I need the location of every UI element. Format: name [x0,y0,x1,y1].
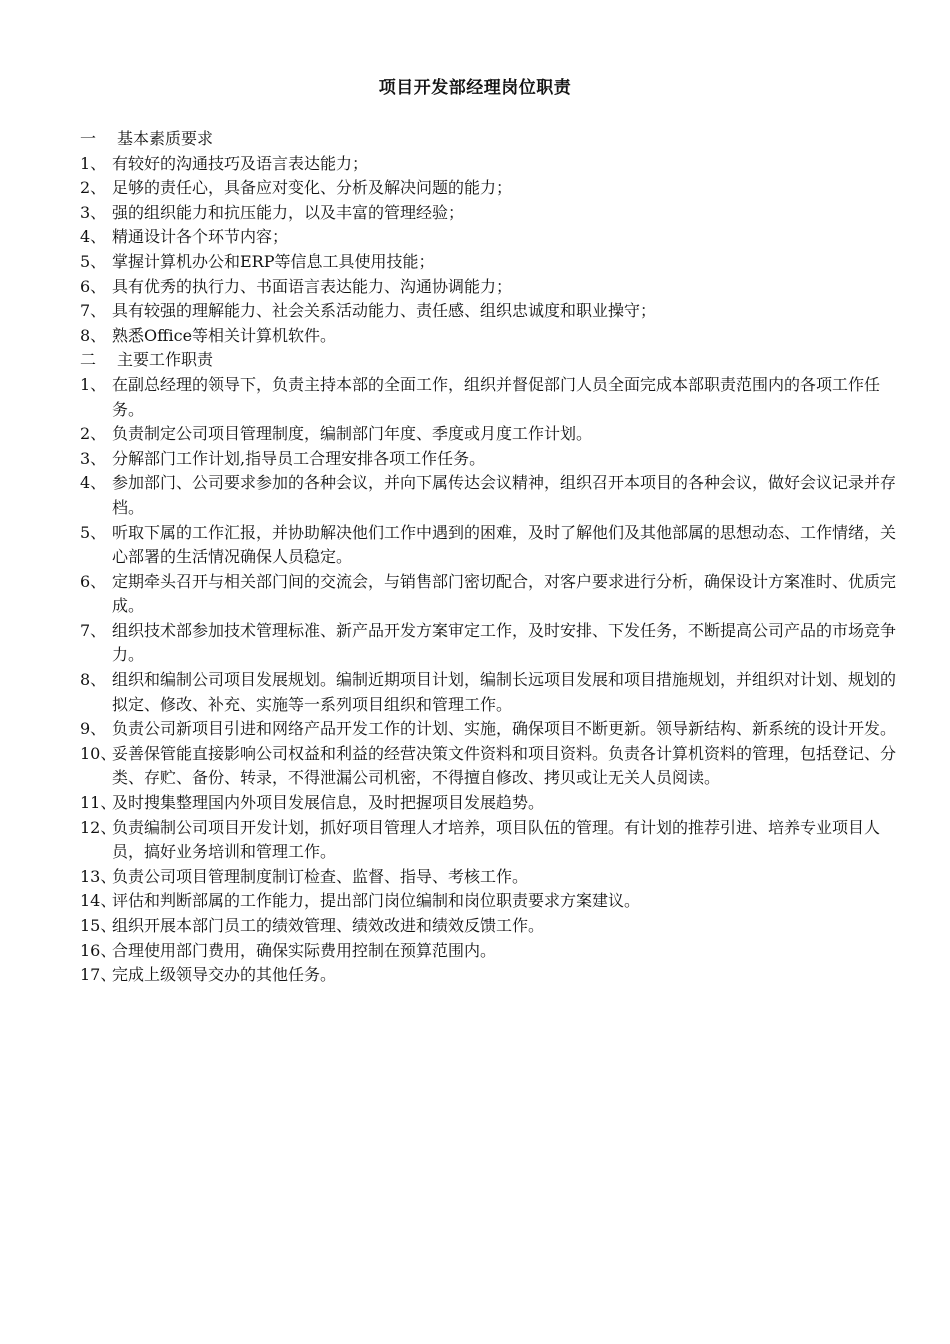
item-text: 具有优秀的执行力、书面语言表达能力、沟通协调能力； [112,276,513,296]
item-text: 组织技术部参加技术管理标准、新产品开发方案审定工作，及时安排、下发任务，不断提高公司产品的市场竞争力。 [112,620,897,665]
list-item [80,668,910,717]
item-text: 定期牵头召开与相关部门间的交流会，与销售部门密切配合，对客户要求进行分析，确保设计方案准时、优质完成。 [112,571,897,616]
item-text: 熟悉Office等相关计算机软件。 [112,325,337,345]
document-body [80,127,910,988]
section-number: 二 [80,350,97,370]
section-heading [80,127,910,152]
item-number: 11、 [80,793,117,813]
section-title: 主要工作职责 [117,350,214,370]
item-number: 16、 [80,940,117,960]
item-text: 在副总经理的领导下，负责主持本部的全面工作，组织并督促部门人员全面完成本部职责范围内的各项工作任务。 [112,374,881,419]
item-number: 1、 [80,153,107,173]
item-number: 5、 [80,522,107,542]
item-number: 2、 [80,178,107,198]
item-number: 7、 [80,301,107,321]
item-number: 6、 [80,276,107,296]
item-text: 负责制定公司项目管理制度，编制部门年度、季度或月度工作计划。 [112,424,593,444]
item-text: 完成上级领导交办的其他任务。 [112,965,337,985]
item-text: 掌握计算机办公和ERP等信息工具使用技能； [112,251,435,271]
list-item [80,791,910,816]
list-item [80,447,910,472]
item-text: 负责公司项目管理制度制订检查、监督、指导、考核工作。 [112,866,529,886]
item-text: 合理使用部门费用，确保实际费用控制在预算范围内。 [112,940,497,960]
item-number: 13、 [80,866,117,886]
list-item [80,324,910,349]
list-item [80,865,910,890]
document-title: 项目开发部经理岗位职责 [378,78,572,98]
list-item [80,422,910,447]
item-text: 妥善保管能直接影响公司权益和利益的经营决策文件资料和项目资料。负责各计算机资料的管理，包括登记、分类、存贮、备份、转录，不得泄漏公司机密，不得擅自修改、拷贝或让无关人员阅读。 [112,743,897,788]
list-item [80,914,910,939]
section-heading [80,348,910,373]
list-item [80,201,910,226]
item-text: 及时搜集整理国内外项目发展信息，及时把握项目发展趋势。 [112,793,545,813]
list-item [80,816,910,865]
section-number: 一 [80,129,97,148]
item-number: 8、 [80,325,107,345]
list-item [80,225,910,250]
item-text: 足够的责任心，具备应对变化、分析及解决问题的能力； [112,178,513,198]
list-item [80,717,910,742]
item-number: 15、 [80,916,117,935]
item-number: 6、 [80,571,107,591]
list-item [80,939,910,964]
list-item [80,742,910,791]
item-text: 精通设计各个环节内容； [112,227,289,247]
list-item [80,275,910,300]
list-item [80,250,910,275]
item-number: 3、 [80,202,107,222]
item-text: 组织和编制公司项目发展规划。编制近期项目计划，编制长远项目发展和项目措施规划，并组织对计划、规划的拟定、修改、补充、实施等一系列项目组织和管理工作。 [112,670,897,714]
list-item [80,176,910,201]
list-item [80,619,910,668]
item-text: 具有较强的理解能力、社会关系活动能力、责任感、组织忠诚度和职业操守； [112,301,657,321]
item-text: 分解部门工作计划,指导员工合理安排各项工作任务。 [112,448,486,468]
item-number: 2、 [80,424,107,444]
list-item [80,373,910,422]
section-title: 基本素质要求 [117,129,214,148]
item-text: 负责编制公司项目开发计划，抓好项目管理人才培养，项目队伍的管理。有计划的推荐引进、培养专业项目人员，搞好业务培训和管理工作。 [112,817,881,862]
item-number: 1、 [80,374,107,394]
list-item [80,570,910,619]
list-item [80,471,910,520]
item-number: 4、 [80,473,107,493]
item-number: 9、 [80,719,107,739]
item-number: 4、 [80,227,107,247]
item-number: 7、 [80,620,107,640]
item-text: 评估和判断部属的工作能力，提出部门岗位编制和岗位职责要求方案建议。 [112,891,641,911]
item-text: 强的组织能力和抗压能力，以及丰富的管理经验； [112,202,465,222]
item-number: 17、 [80,965,117,985]
list-item [80,889,910,914]
item-text: 组织开展本部门员工的绩效管理、绩效改进和绩效反馈工作。 [112,916,545,935]
item-number: 14、 [80,891,117,911]
list-item [80,963,910,988]
item-text: 参加部门、公司要求参加的各种会议，并向下属传达会议精神，组织召开本项目的各种会议，做好会议记录并存档。 [112,473,897,517]
item-number: 10、 [80,743,117,763]
item-number: 12、 [80,817,117,837]
list-item [80,299,910,324]
item-number: 3、 [80,448,107,468]
item-number: 5、 [80,251,107,271]
item-text: 有较好的沟通技巧及语言表达能力； [112,153,369,173]
item-text: 听取下属的工作汇报，并协助解决他们工作中遇到的困难，及时了解他们及其他部属的思想动态、工作情绪，关心部署的生活情况确保人员稳定。 [112,522,897,567]
item-text: 负责公司新项目引进和网络产品开发工作的计划、实施，确保项目不断更新。领导新结构、新系统的设计开发。 [112,719,897,739]
list-item [80,152,910,177]
item-number: 8、 [80,670,107,690]
list-item [80,521,910,570]
